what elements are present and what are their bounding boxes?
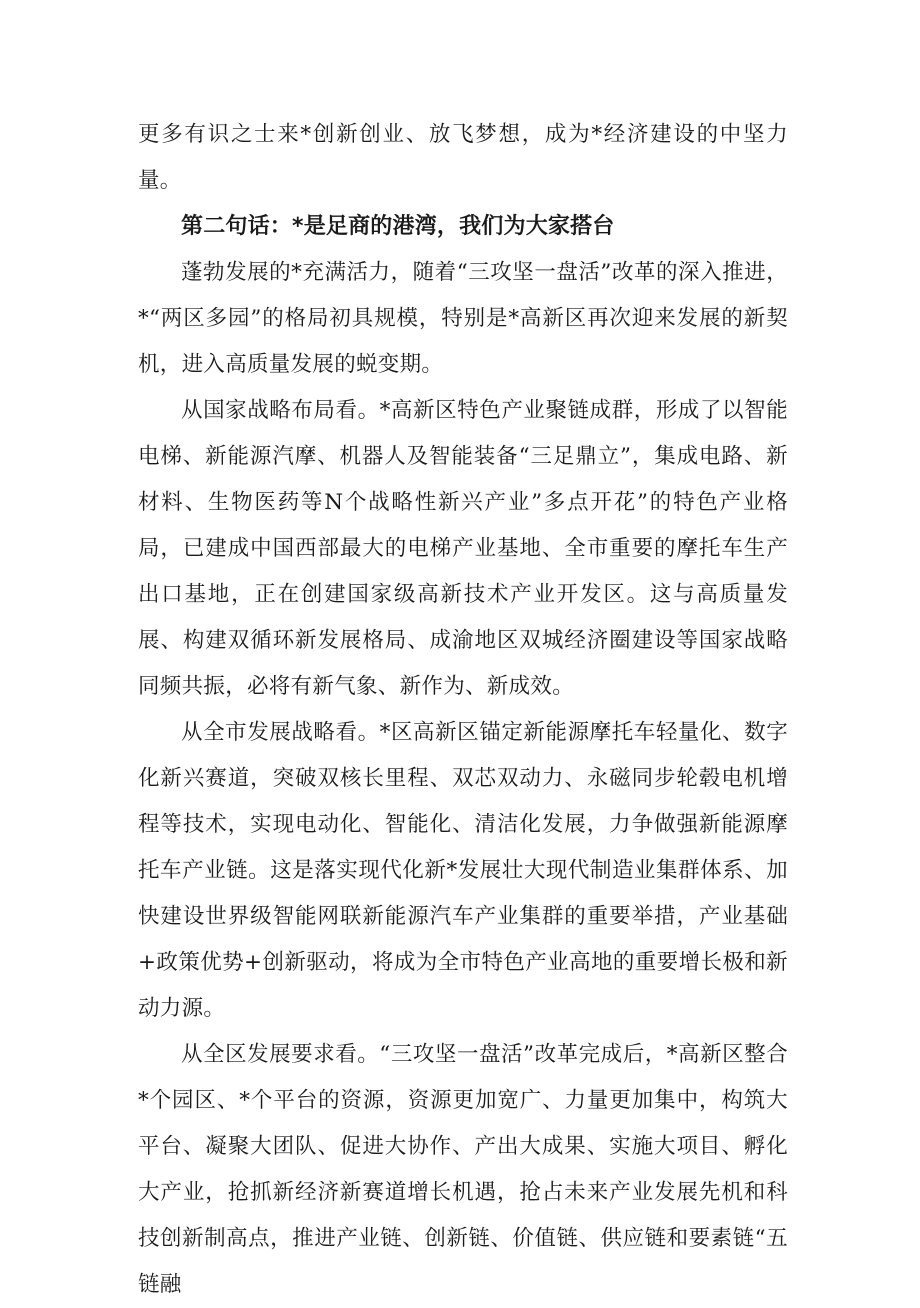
document-page xyxy=(138,112,788,1308)
paragraph-city-strategy: 从全市发展战略看。*区高新区锚定新能源摩托车轻量化、数字化新兴赛道，突破双核长里程、双芯双动力、永磁同步轮毂电机增程等技术，实现电动化、智能化、清洁化发展，力争做强新能源摩托车产业链。这是落实现代化新*发展壮大现代制造业集群体系、加快建设世界级智能网联新能源汽车产业集群的重要举措，产业基础+政策优势+创新驱动，将成为全市特色产业高地的重要增长极和新动力源。 xyxy=(138,720,788,1021)
paragraph-national-strategy: 从国家战略布局看。*高新区特色产业聚链成群，形成了以智能电梯、新能源汽摩、机器人及智能装备“三足鼎立”，集成电路、新材料、生物医药等N个战略性新兴产业”多点开花”的特色产业格局，已建成中国西部最大的电梯产业基地、全市重要的摩托车生产出口基地，正在创建国家级高新技术产业开发区。这与高质量发展、构建双循环新发展格局、成渝地区双城经济圈建设等国家战略同频共振，必将有新气象、新作为、新成效。 xyxy=(138,398,788,699)
paragraph-intro: 蓬勃发展的*充满活力，随着“三攻坚一盘活”改革的深入推进，*“两区多园”的格局初具规模，特别是*高新区再次迎来发展的新契机，进入高质量发展的蜕变期。 xyxy=(138,260,788,377)
paragraph-continuation: 更多有识之士来*创新创业、放飞梦想，成为*经济建设的中坚力量。 xyxy=(138,122,788,193)
paragraph-district-requirements: 从全区发展要求看。“三攻坚一盘活”改革完成后，*高新区整合*个园区、*个平台的资源，资源更加宽广、力量更加集中，构筑大平台、凝聚大团队、促进大协作、产出大成果、实施大项目、孵化大产业，抢抓新经济新赛道增长机遇，抢占未来产业发展先机和科技创新制高点，推进产业链、创新链、价值链、供应链和要素链“五链融 xyxy=(138,1042,788,1297)
section-heading: 第二句话：*是足商的港湾，我们为大家搭台 xyxy=(181,214,615,239)
